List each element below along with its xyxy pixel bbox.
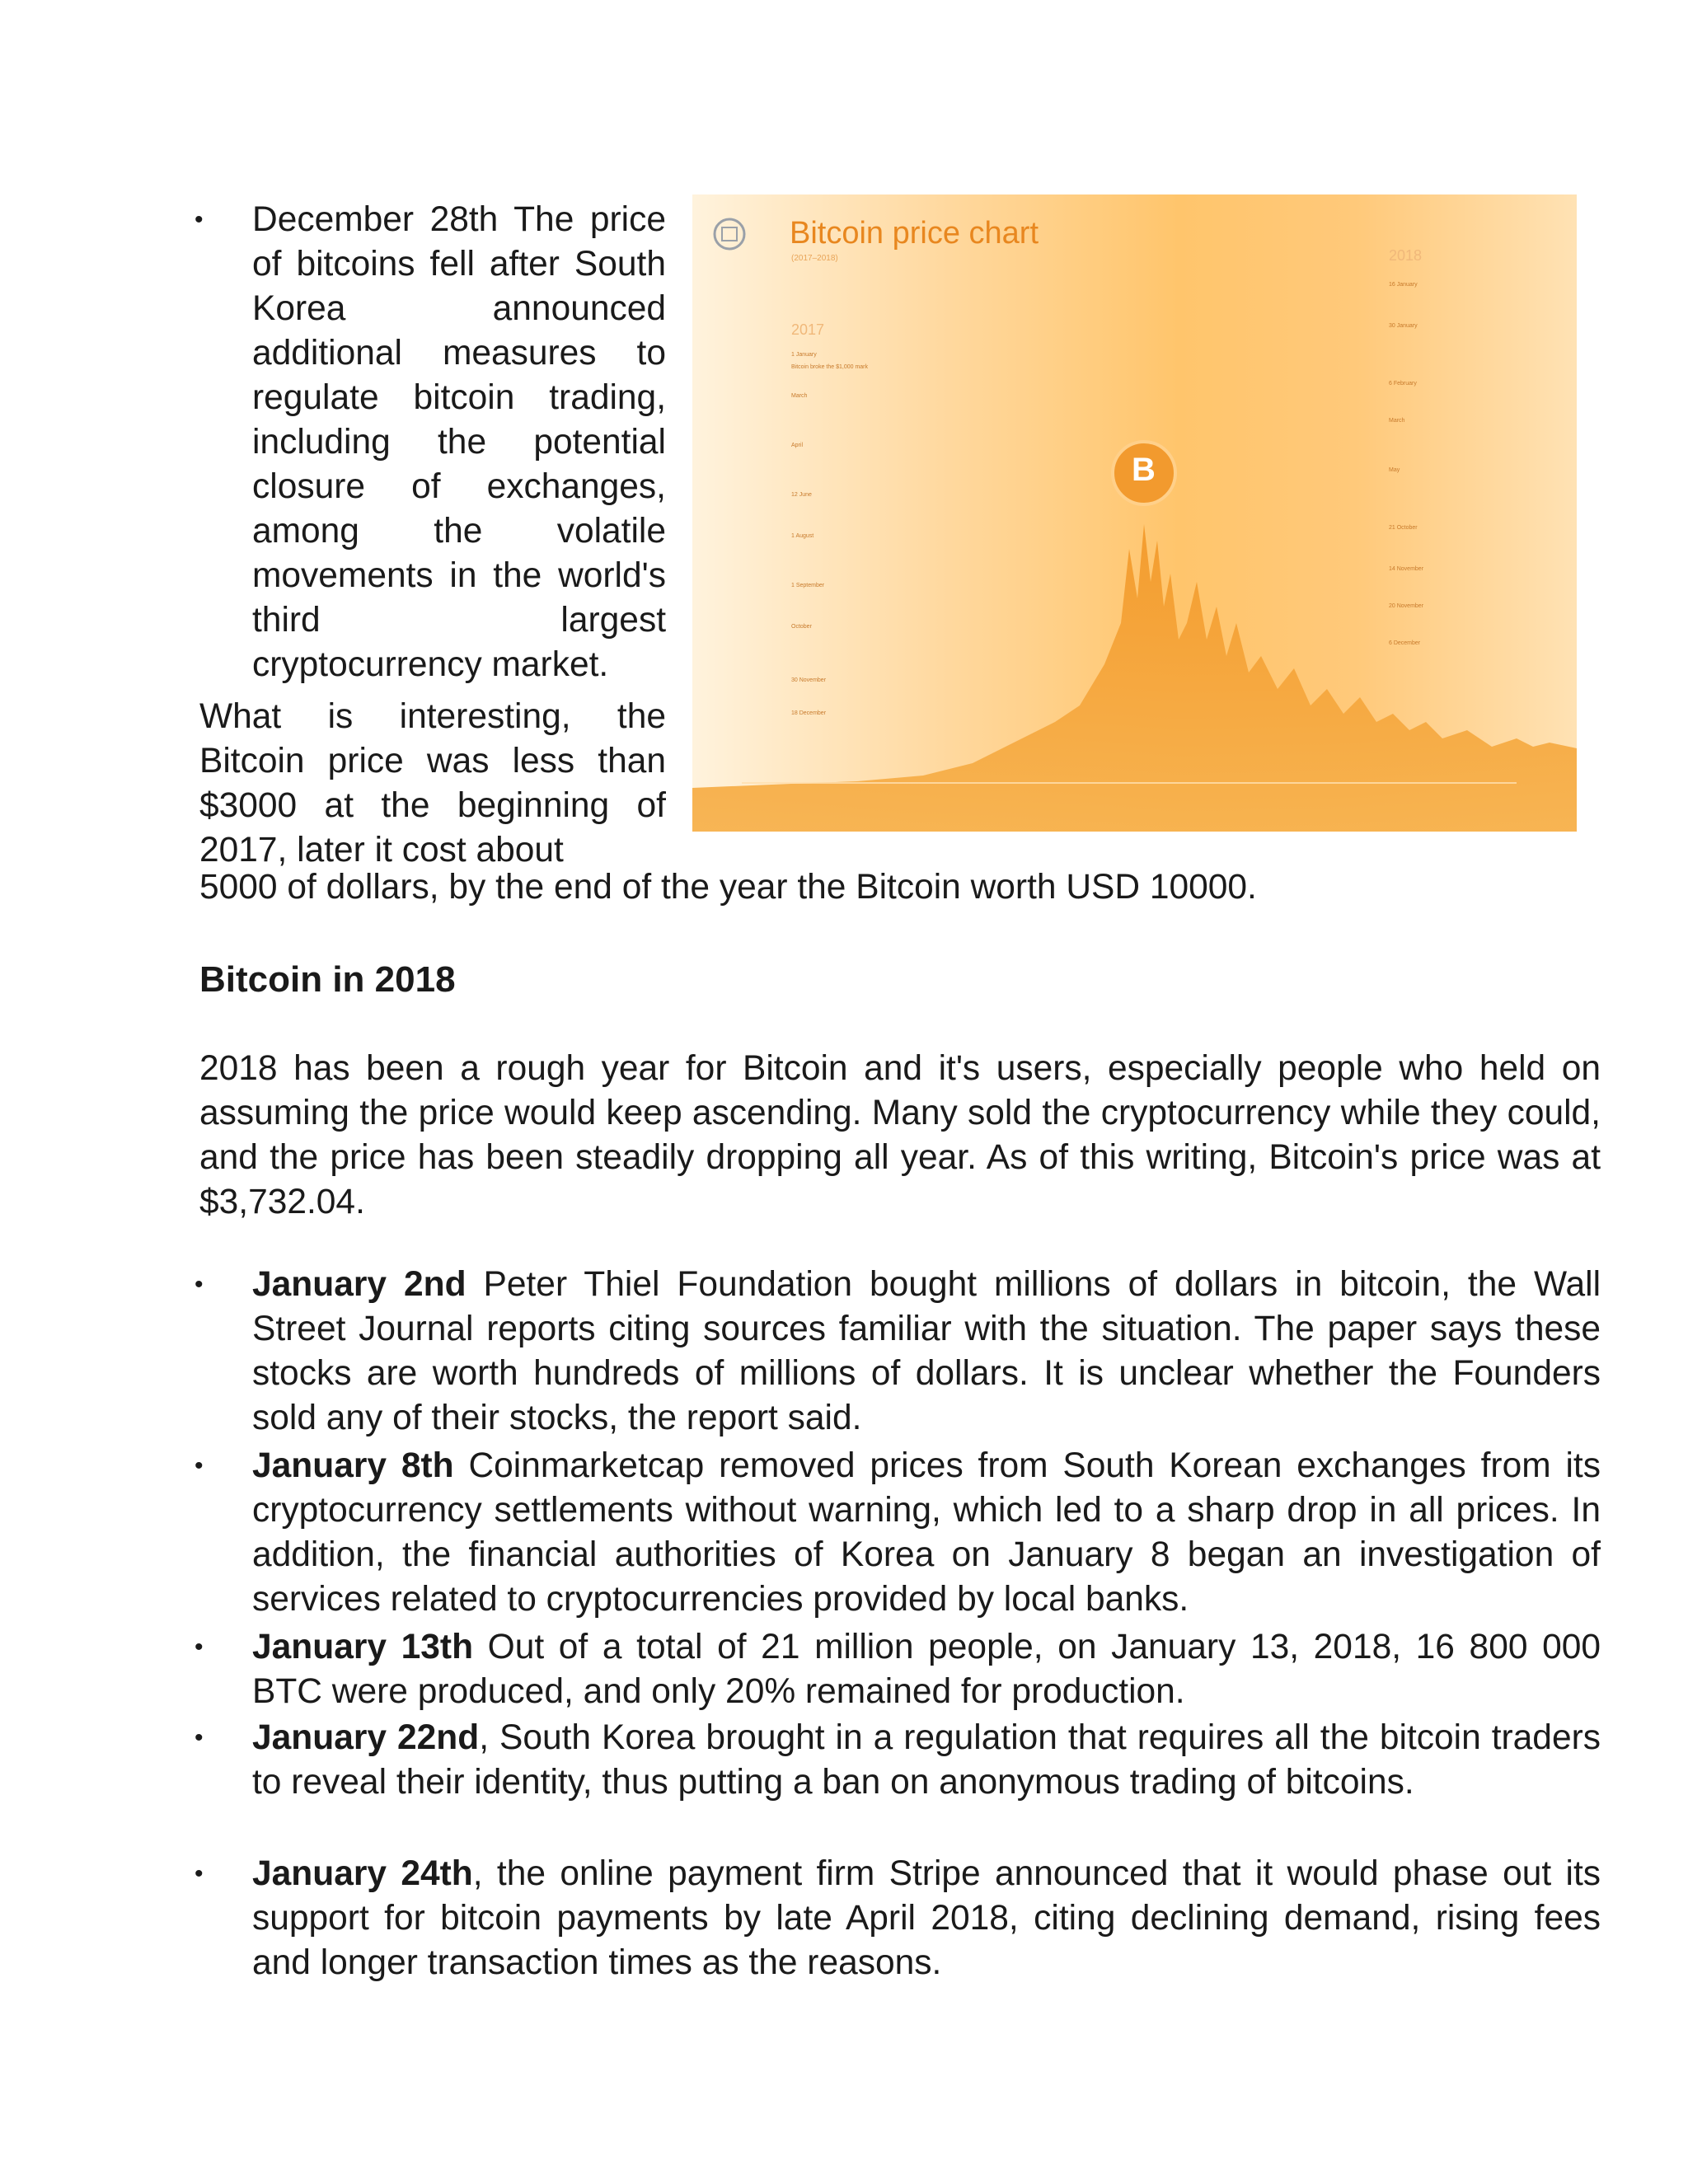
chart-note: 1 January xyxy=(791,352,817,358)
chart-title: Bitcoin price chart xyxy=(790,216,1039,251)
item-text: The price of bitcoins fell after South Korea announced additional measures to regulate bitcoin trading, including the potential closure of exchanges, among the volatile movements in the world's third largest cryptocurrency market. xyxy=(252,200,666,684)
chart-year-right: 2018 xyxy=(1389,247,1423,264)
chart-note: April xyxy=(791,443,804,448)
chart-note: 6 December xyxy=(1389,640,1421,646)
item-text: , the online payment firm Stripe announced that it would phase out its support for bitcoin payments by late April 2018, citing declining demand, rising fees and longer transaction times as the reasons. xyxy=(252,1854,1601,1982)
chart-note: 21 October xyxy=(1389,525,1418,531)
list-item xyxy=(252,1716,1601,1805)
bullet-marker: • xyxy=(195,1724,204,1751)
chart-note: 12 June xyxy=(791,492,812,498)
chart-year-left: 2017 xyxy=(791,321,825,338)
list-item-december xyxy=(252,198,666,687)
paragraph-2018: 2018 has been a rough year for Bitcoin and it's users, especially people who held on assuming the price would keep ascending. Many sold the cryptocurrency while they could, and the price has been steadily dropping all year. As of this writing, Bitcoin's price was at $3,732.04. xyxy=(199,1049,1601,1221)
chart-subtitle: (2017–2018) xyxy=(791,254,838,263)
chart-note: 14 November xyxy=(1389,566,1424,572)
bullet-marker: • xyxy=(195,1271,204,1298)
item-date-label: January 22nd xyxy=(252,1718,480,1757)
chart-note: May xyxy=(1389,467,1400,473)
item-date-label: January 13th xyxy=(252,1628,474,1666)
item-date-label: January 8th xyxy=(252,1446,454,1485)
item-date-label: January 24th xyxy=(252,1854,473,1893)
chart-note: 30 January xyxy=(1389,323,1418,329)
chart-note: 30 November xyxy=(791,677,827,683)
chart-note: Bitcoin broke the $1,000 mark xyxy=(791,364,868,370)
chart-note: 1 September xyxy=(791,583,825,588)
chart-note: March xyxy=(1389,418,1405,424)
chart-note: 20 November xyxy=(1389,603,1424,609)
list-item xyxy=(252,1625,1601,1714)
exchange-logo-icon xyxy=(715,219,744,249)
list-item xyxy=(252,1263,1601,1441)
chart-note: 16 January xyxy=(1389,282,1418,288)
item-text: Peter Thiel Foundation bought millions of dollars in bitcoin, the Wall Street Journal reports citing sources familiar with the situation. The paper says these stocks are worth hundreds of millions of dollars. It is unclear whether the Founders sold any of their stocks, the report said. xyxy=(252,1265,1601,1437)
chart-graphic xyxy=(692,194,1577,832)
list-item xyxy=(252,1444,1601,1622)
chart-note: 18 December xyxy=(791,710,827,716)
bullet-marker: • xyxy=(195,1860,204,1887)
paragraph-2017-continued: 5000 of dollars, by the end of the year the Bitcoin worth USD 10000. xyxy=(199,868,1257,907)
section-heading: Bitcoin in 2018 xyxy=(199,959,456,1000)
bitcoin-price-chart-image xyxy=(692,194,1577,832)
chart-note: 1 August xyxy=(791,533,814,539)
chart-note: March xyxy=(791,393,808,399)
item-text: , South Korea brought in a regulation that requires all the bitcoin traders to reveal their identity, thus putting a ban on anonymous trading of bitcoins. xyxy=(252,1718,1601,1802)
paragraph-2017: What is interesting, the Bitcoin price was less than $3000 at the beginning of 2017, later it cost about xyxy=(199,697,666,869)
bullet-marker: • xyxy=(195,1452,204,1479)
item-text: Coinmarketcap removed prices from South Korean exchanges from its cryptocurrency settlements without warning, which led to a sharp drop in all prices. In addition, the financial authorities of Korea on January 8 began an investigation of services related to cryptocurrencies provided by local banks. xyxy=(252,1446,1601,1619)
bullet-marker: • xyxy=(195,1633,204,1661)
list-item xyxy=(252,1852,1601,1985)
chart-note: 6 February xyxy=(1389,381,1417,387)
item-text: Out of a total of 21 million people, on January 13, 2018, 16 800 000 BTC were produced, and only 20% remained for production. xyxy=(252,1628,1601,1711)
coin-symbol: B xyxy=(1132,452,1156,488)
bullet-marker: • xyxy=(195,206,204,233)
chart-note: October xyxy=(791,624,812,630)
item-date-label: January 2nd xyxy=(252,1265,467,1304)
item-date-label: December 28th xyxy=(252,200,499,239)
